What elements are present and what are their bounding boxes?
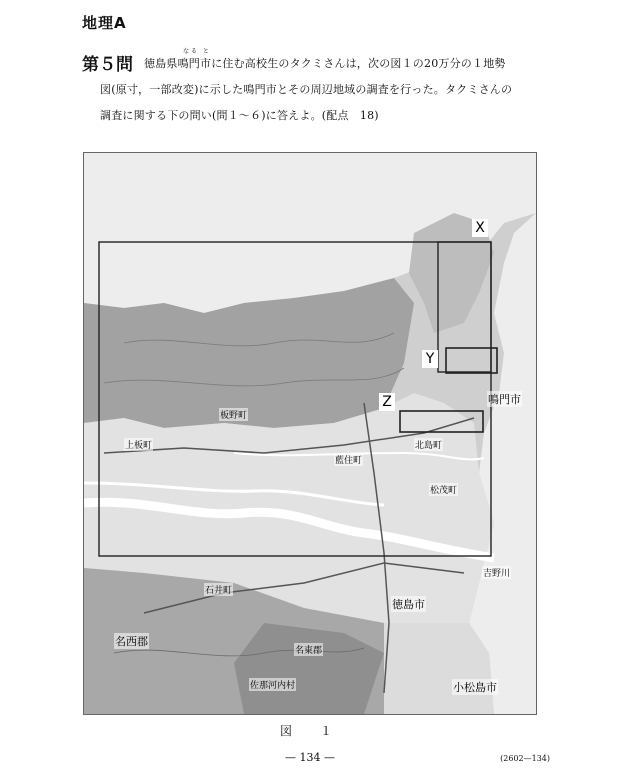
figure-caption: 図 １ [279, 724, 340, 738]
place-tokushima: 徳島市 [392, 598, 425, 611]
place-itano: 板野町 [219, 408, 248, 421]
question-text-line-2: 図(原寸，一部改変)に示した鳴門市とその周辺地域の調査を行った。タクミさんの [100, 83, 513, 96]
page-number: — 134 — [285, 751, 335, 764]
place-aizumi: 藍住町 [334, 453, 363, 466]
map-drawing [84, 153, 536, 714]
section-label: 地理A [82, 14, 127, 32]
label-z: Z [379, 393, 395, 411]
place-kamiita: 上板町 [124, 438, 153, 451]
ruby-reading: なる と [183, 48, 211, 55]
place-matsushige: 松茂町 [429, 483, 458, 496]
label-x: X [472, 219, 488, 237]
place-kitajima: 北島町 [414, 438, 443, 451]
map-coastal-plain [384, 623, 494, 714]
place-ishii: 石井町 [204, 583, 233, 596]
page-code: (2602—134) [500, 754, 550, 763]
question-text-line-3: 調査に関する下の問い(問１～６)に答えよ。(配点 18) [100, 109, 379, 122]
place-sanagochi: 佐那河内村 [249, 678, 296, 691]
place-komatsushima: 小松島市 [453, 681, 497, 694]
place-meisei: 名西郡 [115, 635, 148, 648]
question-number: 第５問 [82, 55, 133, 75]
question-text-line-1: 徳島県鳴門市に住む高校生のタクミさんは，次の図１の20万分の１地勢 [144, 57, 506, 70]
place-naruto: 鳴門市 [488, 393, 521, 406]
topographic-map [83, 152, 537, 715]
place-myodo: 名東郡 [294, 643, 323, 656]
label-y: Y [422, 350, 438, 368]
place-yoshinogawa: 吉野川 [482, 566, 511, 579]
